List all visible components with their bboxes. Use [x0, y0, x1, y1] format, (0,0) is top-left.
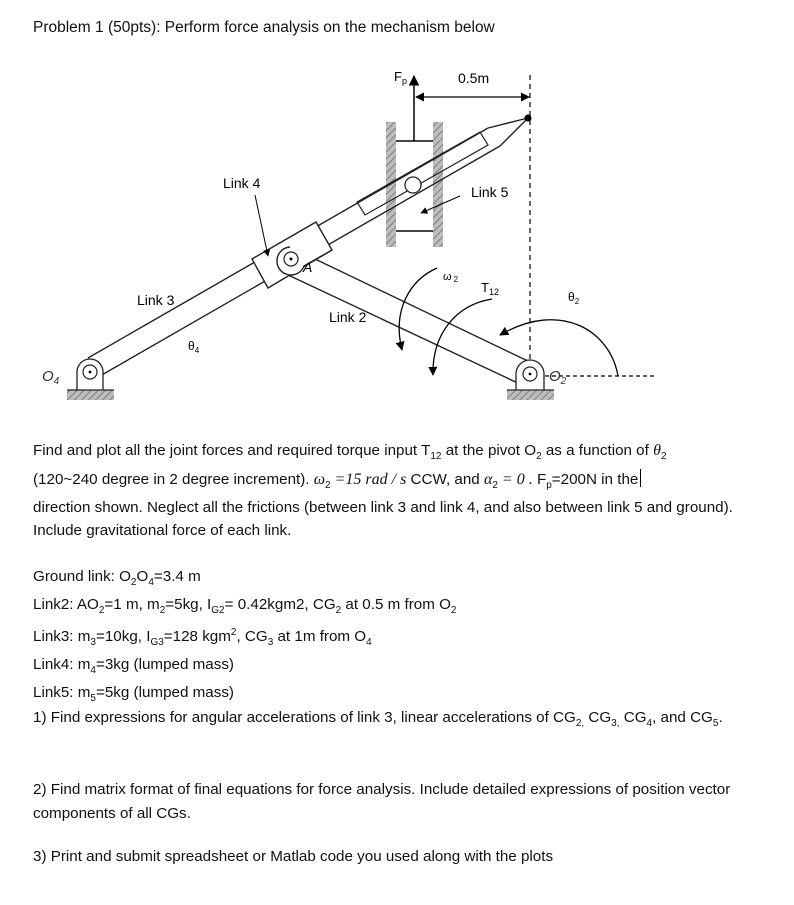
link-2-label: Link 2	[329, 309, 367, 325]
o4-pivot	[67, 359, 114, 400]
statement-sub: 12	[430, 451, 442, 463]
param-link4: Link4: $m_4=3kg$ (lumped mass)	[33, 656, 234, 677]
statement-sub: 2	[660, 451, 667, 463]
question-1: 1) Find expressions for angular accelerations of link 3, linear accelerations of $CG_{2,}$ $CG_{3,}$ $CG_4$, and $CG_5$.	[33, 709, 723, 730]
statement-text: (120~240 degree in 2 degree increment).	[33, 470, 314, 488]
param-ground: Ground link: $O_2O_4=3.4$ m	[33, 568, 201, 589]
statement-text: CCW, and	[406, 470, 484, 488]
mechanism-diagram	[0, 55, 794, 425]
link-5-roller	[405, 177, 421, 193]
statement-sub: p	[546, 479, 552, 491]
text-cursor	[640, 469, 641, 487]
statement-text: direction shown. Neglect all the frictions (between link 3 and link 4, and also between link 5 and ground). Include gravitational force of each link.	[33, 499, 733, 539]
pin-a-label: A	[303, 259, 313, 275]
link-3-label: Link 3	[137, 292, 175, 308]
statement-text: at the pivot O	[441, 442, 537, 459]
statement-text: F	[532, 470, 547, 488]
t12-label: $T_{12}$	[481, 280, 499, 297]
o2-pivot	[507, 360, 554, 400]
statement-sub: 2	[325, 479, 331, 491]
omega-value: =15 rad / s	[330, 470, 407, 488]
statement-sub: 2	[492, 479, 498, 491]
statement-sub: 2	[536, 451, 542, 463]
parameters-list	[33, 566, 456, 710]
fp-value: =200N in the	[551, 470, 639, 488]
param-link5: Link5: $m_5=5kg$ (lumped mass)	[33, 684, 234, 705]
o2-label: $O_2$	[549, 368, 567, 387]
alpha-symbol: α	[483, 470, 493, 488]
theta2-label: $\theta_2$	[568, 290, 580, 306]
dimension-label: 0.5m	[458, 70, 490, 86]
statement-text: as a function of	[541, 442, 654, 459]
theta-symbol: θ	[653, 442, 661, 459]
theta4-label: $\theta_4$	[188, 339, 200, 355]
question-2: 2) Find matrix format of final equations for force analysis. Include detailed expressions of position vector components of all CGs.	[33, 781, 731, 822]
t12-torque-arrow	[433, 299, 492, 375]
tip-pin	[525, 115, 532, 122]
question-3: 3) Print and submit spreadsheet or Matlab code you used along with the plots	[33, 848, 554, 865]
omega2-label: ω 2	[443, 271, 459, 284]
param-link3: Link3: $m_3=10kg$, $I_{G3}=128$ kgm$^2$, $CG_3$ at 1m from $O_4$	[33, 627, 372, 649]
fp-label: $F_p$	[394, 69, 407, 86]
omega-symbol: ω	[313, 470, 326, 488]
alpha-value: = 0 .	[497, 470, 533, 488]
link-4-label: Link 4	[223, 175, 261, 191]
param-link2: Link2: $AO_2=1$ m, $m_2=5kg$, $I_{G2}= 0.42kgm2$, $CG_2$ at 0.5 m from $O_2$	[33, 596, 457, 617]
problem-title: Problem 1 (50pts): Perform force analysis on the mechanism below	[33, 19, 495, 36]
link-2	[277, 247, 532, 385]
statement-text: Find and plot all the joint forces and required torque input T	[33, 442, 431, 459]
link-5-label: Link 5	[471, 184, 509, 200]
o4-label: $O_4$	[42, 368, 60, 387]
problem-statement	[33, 440, 763, 542]
